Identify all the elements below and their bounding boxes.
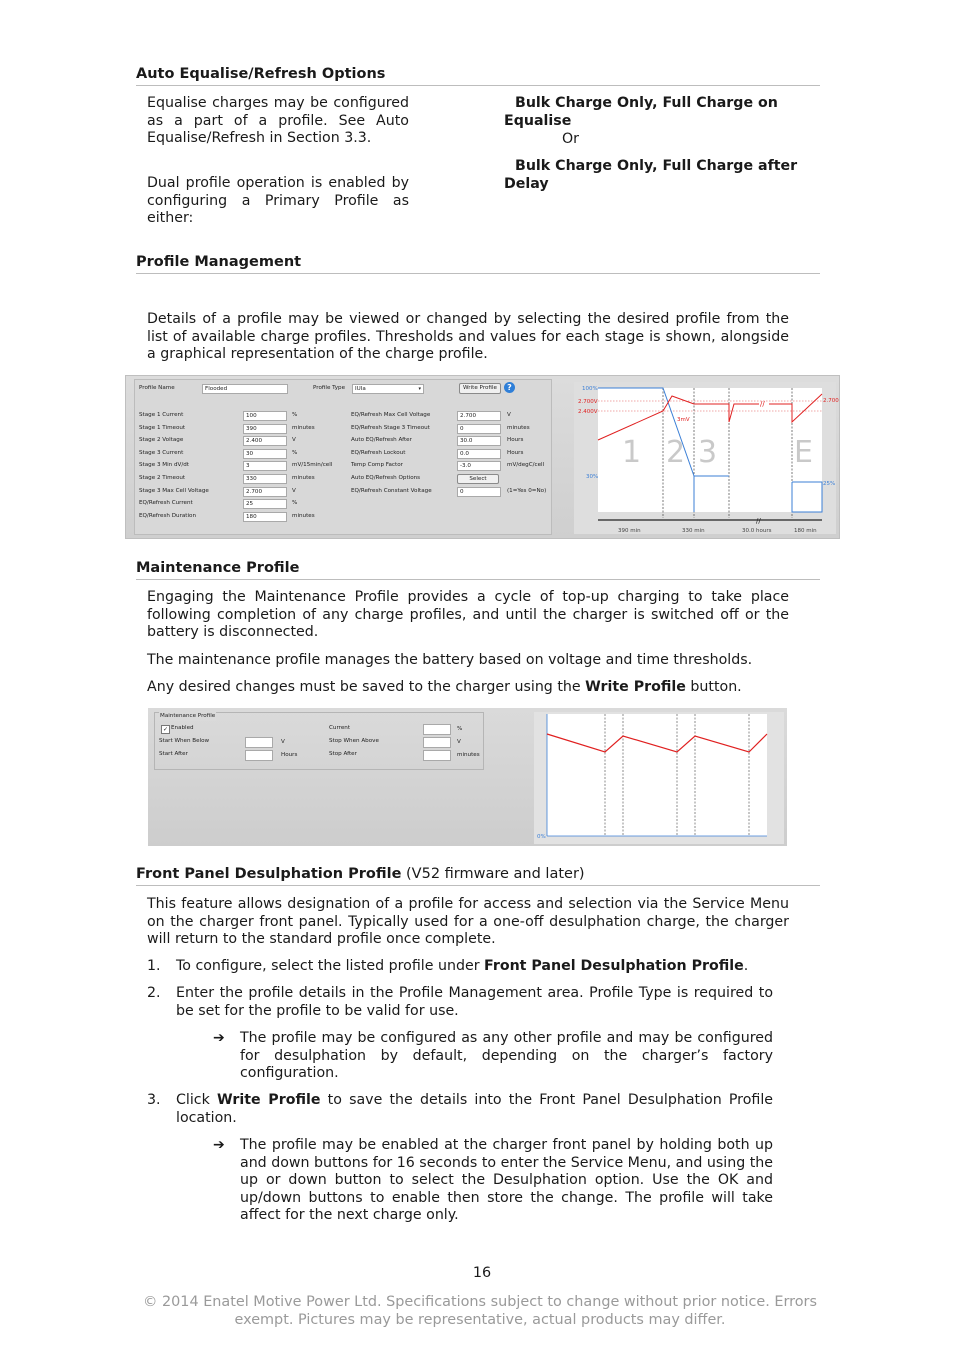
right-unit: mV/degC/cell xyxy=(507,462,545,469)
start-after-input[interactable] xyxy=(245,750,273,761)
footer-line-1: © 2014 Enatel Motive Power Ltd. Specifications subject to change without prior notice. Errors xyxy=(143,1294,817,1310)
profile-form-panel xyxy=(134,379,552,535)
left-value-input[interactable]: 180 xyxy=(243,512,287,522)
list-number-3: 3. xyxy=(147,1092,161,1108)
left-label: Stage 2 Timeout xyxy=(139,475,186,481)
y-label-25: 25% xyxy=(823,481,836,487)
left-value-input[interactable]: 330 xyxy=(243,474,287,484)
break-mark: // xyxy=(760,400,765,408)
maintenance-group-box xyxy=(154,712,484,770)
maintenance-paragraph-3: Any desired changes must be saved to the charger using the Write Profile button. xyxy=(147,679,742,695)
right-value-input[interactable]: -3.0 xyxy=(457,461,501,471)
footer-line-2: exempt. Pictures may be representative, actual products may differ. xyxy=(234,1312,726,1328)
y-label-2400: 2.400V xyxy=(578,409,598,415)
right-value-input[interactable]: 0 xyxy=(457,487,501,497)
y-label-2700: 2.700V xyxy=(578,399,598,405)
current-unit: % xyxy=(457,726,463,732)
maintenance-zero-label: 0% xyxy=(537,834,546,840)
right-unit: V xyxy=(507,412,511,418)
right-label: EQ/Refresh Stage 3 Timeout xyxy=(351,424,430,431)
left-label: Stage 3 Max Cell Voltage xyxy=(139,487,209,494)
duration-label-4: 180 min xyxy=(794,528,817,534)
left-unit: minutes xyxy=(292,512,315,519)
left-label: Stage 1 Current xyxy=(139,412,184,418)
right-unit: (1=Yes 0=No) xyxy=(507,487,547,494)
desulph-paragraph: This feature allows designation of a profile for access and selection via the Service Menu on the charger front panel. Typically used for a one-off desulphation charge, the charger will return to the standard profile once complete. xyxy=(147,896,789,948)
left-label: Stage 3 Min dV/dt xyxy=(139,462,189,469)
right-label: EQ/Refresh Max Cell Voltage xyxy=(351,412,431,418)
enabled-label: Enabled xyxy=(171,725,194,731)
left-value-input[interactable]: 390 xyxy=(243,424,287,434)
right-unit: Hours xyxy=(507,449,524,456)
right-value-input[interactable]: 0.0 xyxy=(457,449,501,459)
start-after-unit: Hours xyxy=(281,752,298,758)
stop-above-label: Stop When Above xyxy=(329,738,379,744)
right-label: Auto EQ/Refresh After xyxy=(351,437,412,444)
section-heading-auto-equalise: Auto Equalise/Refresh Options xyxy=(136,65,820,86)
right-value-input[interactable]: 30.0 xyxy=(457,436,501,446)
help-icon[interactable]: ? xyxy=(504,382,515,393)
maintenance-paragraph-2: The maintenance profile manages the battery based on voltage and time thresholds. xyxy=(147,652,753,668)
maintenance-graph xyxy=(534,712,784,844)
left-label: EQ/Refresh Current xyxy=(139,500,193,507)
section-heading-desulphation: Front Panel Desulphation Profile (V52 firmware and later) xyxy=(136,865,820,886)
stop-above-input[interactable] xyxy=(423,737,451,748)
left-label: Stage 1 Timeout xyxy=(139,424,186,431)
stage-label-2: 2 xyxy=(666,435,686,470)
left-value-input[interactable]: 2.700 xyxy=(243,487,287,497)
select-options-button[interactable]: Select xyxy=(457,474,499,484)
auto-eq-paragraph-2: Dual profile operation is enabled by configuring a Primary Profile as either: xyxy=(147,175,409,227)
chevron-down-icon: ▾ xyxy=(418,386,421,392)
dv-label: 3mV xyxy=(677,417,690,423)
list-number-2: 2. xyxy=(147,985,161,1001)
stage-label-1: 1 xyxy=(622,435,642,470)
start-below-unit: V xyxy=(281,739,285,745)
left-label: Stage 3 Current xyxy=(139,449,184,456)
list-number-1: 1. xyxy=(147,958,161,974)
desulph-step-3: Click Write Profile to save the details into the Front Panel Desulphation Profile location. xyxy=(176,1092,773,1126)
profile-editor-screenshot xyxy=(125,375,840,539)
profile-name-label: Profile Name xyxy=(139,385,175,391)
start-below-input[interactable] xyxy=(245,737,273,748)
start-below-label: Start When Below xyxy=(159,738,210,744)
section-heading-profile-management: Profile Management xyxy=(136,253,820,274)
left-unit: % xyxy=(292,500,298,507)
desulph-step-2-note: The profile may be configured as any other profile and may be configured for desulphation by default, depending on the charger’s factory configuration. xyxy=(240,1030,773,1082)
enabled-checkbox[interactable]: ✓ xyxy=(162,726,169,733)
desulph-step-3-note: The profile may be enabled at the charger front panel by holding both up and down buttons for 16 seconds to enter the Service Menu, and using the up or down button to select the Desulphation option. Use the OK and up/down buttons to enable then store the change. The profile will take affect for the next charge only. xyxy=(240,1137,773,1224)
left-unit: V xyxy=(292,487,296,494)
charge-profile-graph xyxy=(574,382,839,534)
profile-name-input[interactable]: Flooded xyxy=(202,384,288,394)
stage-label-3: 3 xyxy=(698,435,718,470)
section-heading-maintenance: Maintenance Profile xyxy=(136,559,820,580)
left-unit: % xyxy=(292,449,298,456)
left-label: EQ/Refresh Duration xyxy=(139,512,197,519)
right-label-2700: 2.700 xyxy=(823,398,839,404)
current-label: Current xyxy=(329,725,351,731)
left-value-input[interactable]: 30 xyxy=(243,449,287,459)
left-value-input[interactable]: 25 xyxy=(243,499,287,509)
right-value-input[interactable]: 0 xyxy=(457,424,501,434)
stop-after-label: Stop After xyxy=(329,751,357,757)
desulph-step-1: To configure, select the listed profile under Front Panel Desulphation Profile. xyxy=(176,958,749,974)
profile-type-label: Profile Type xyxy=(313,385,346,391)
profile-type-value: IUIa xyxy=(355,386,366,392)
maintenance-group-title: Maintenance Profile xyxy=(160,713,216,719)
right-unit: minutes xyxy=(507,424,530,431)
write-profile-button[interactable]: Write Profile xyxy=(459,383,501,394)
maintenance-paragraph-1: Engaging the Maintenance Profile provides a cycle of top-up charging to take place following completion of any charge profiles, and until the charger is switched off or the battery is disconnected. xyxy=(147,589,789,641)
auto-eq-option-2: Bulk Charge Only, Full Charge after Delay xyxy=(504,158,798,192)
profile-management-paragraph: Details of a profile may be viewed or changed by selecting the desired profile from the list of available charge profiles. Thresholds and values for each stage is shown, alongside a graphical representation of the charge profile. xyxy=(147,311,789,363)
left-value-input[interactable]: 2.400 xyxy=(243,436,287,446)
arrow-right-icon: ➔ xyxy=(213,1137,225,1153)
left-unit: mV/15min/cell xyxy=(292,462,333,469)
left-unit: minutes xyxy=(292,424,315,431)
arrow-right-icon: ➔ xyxy=(213,1030,225,1046)
left-unit: % xyxy=(292,412,298,418)
auto-eq-option-1: Bulk Charge Only, Full Charge on Equalise xyxy=(504,95,778,129)
right-label: Auto EQ/Refresh Options xyxy=(351,475,421,481)
page-number: 16 xyxy=(472,1265,492,1281)
auto-eq-paragraph-1: Equalise charges may be configured as a part of a profile. See Auto Equalise/Refresh in Section 3.3. xyxy=(147,95,409,147)
right-label: Temp Comp Factor xyxy=(351,462,403,469)
current-input[interactable] xyxy=(423,724,451,735)
maintenance-plot-area xyxy=(547,714,767,836)
start-after-label: Start After xyxy=(159,751,188,757)
axis-break-mark: // xyxy=(756,517,761,525)
desulph-step-2: Enter the profile details in the Profile Management area. Profile Type is required to be set for the profile to be valid for use. xyxy=(176,985,773,1019)
stop-after-input[interactable] xyxy=(423,750,451,761)
stop-above-unit: V xyxy=(457,739,461,745)
right-value-input[interactable]: 2.700 xyxy=(457,411,501,421)
duration-label-3: 30.0 hours xyxy=(742,528,772,534)
auto-eq-or: Or xyxy=(562,131,580,147)
stage-label-e: E xyxy=(794,435,813,470)
left-label: Stage 2 Voltage xyxy=(139,437,184,444)
profile-type-select[interactable] xyxy=(352,384,424,394)
left-unit: V xyxy=(292,437,296,444)
right-label: EQ/Refresh Constant Voltage xyxy=(351,487,432,494)
right-unit: Hours xyxy=(507,437,524,444)
stop-after-unit: minutes xyxy=(457,752,480,758)
maintenance-screenshot xyxy=(148,708,787,846)
left-unit: minutes xyxy=(292,475,315,481)
left-value-input[interactable]: 100 xyxy=(243,411,287,421)
y-label-100: 100% xyxy=(582,386,598,392)
left-value-input[interactable]: 3 xyxy=(243,461,287,471)
duration-label-2: 330 min xyxy=(682,528,705,534)
duration-label-1: 390 min xyxy=(618,528,641,534)
y-label-30: 30% xyxy=(586,474,599,480)
right-label: EQ/Refresh Lockout xyxy=(351,449,406,456)
